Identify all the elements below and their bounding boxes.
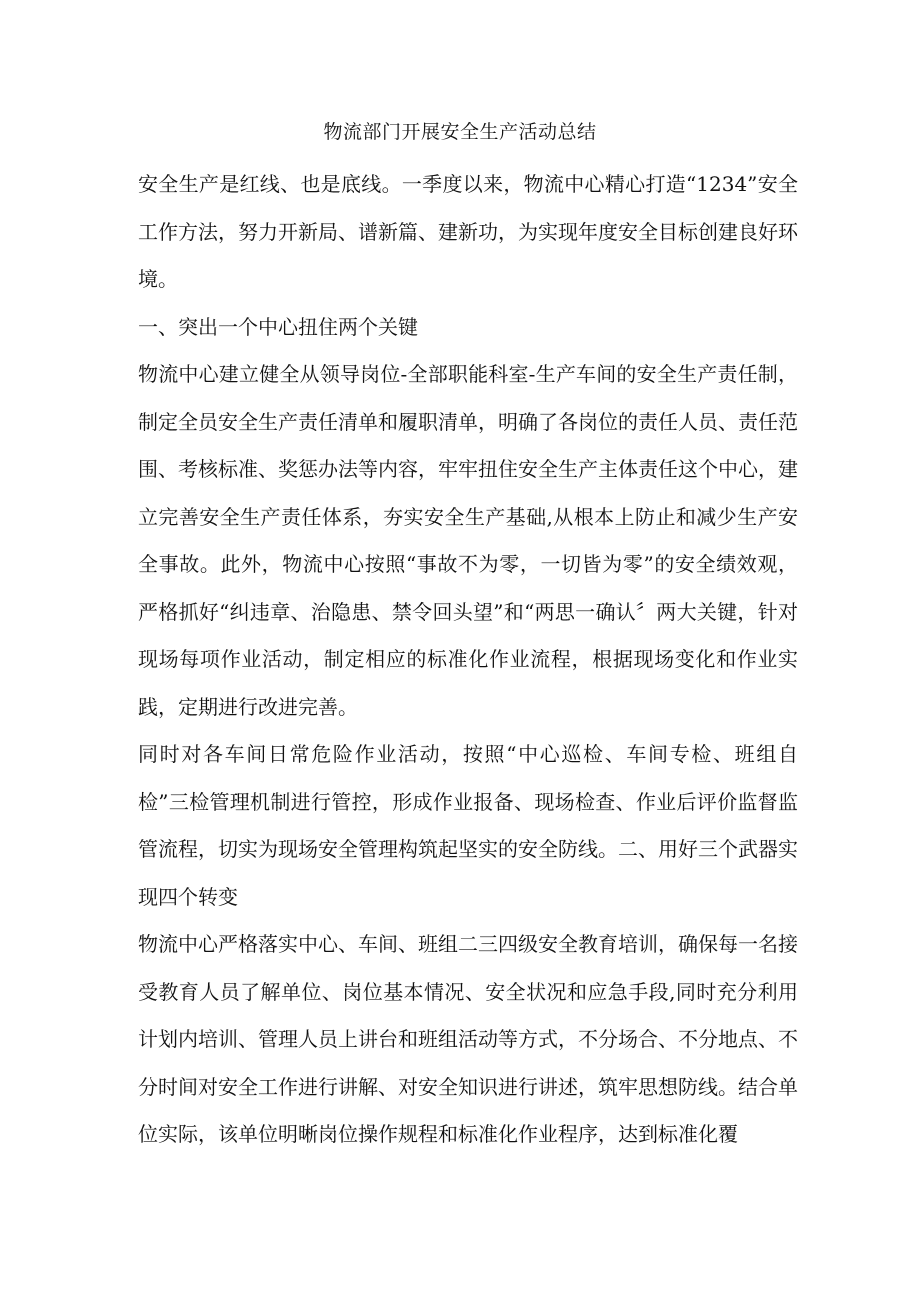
document-body xyxy=(138,161,798,1159)
document-title: 物流部门开展安全生产活动总结 xyxy=(323,121,597,143)
paragraph-inspection: 同时对各车间日常危险作业活动，按照“中心巡检、车间专检、班组自检”三检管理机制进行管控，形成作业报备、现场检查、作业后评价监督监管流程，切实为现场安全管理构筑起坚实的安全防线。二、用好三个武器实现四个转变 xyxy=(138,742,798,909)
intro-paragraph: 安全生产是红线、也是底线。一季度以来，物流中心精心打造“1234”安全工作方法，努力开新局、谱新篇、建新功，为实现年度安全目标创建良好环境。 xyxy=(138,172,798,291)
paragraph-responsibility: 物流中心建立健全从领导岗位-全部职能科室-生产车间的安全生产责任制，制定全员安全生产责任清单和履职清单，明确了各岗位的责任人员、责任范围、考核标准、奖惩办法等内容，牢牢扭住安全生产主体责任这个中心，建立完善安全生产责任体系，夯实安全生产基础,从根本上防止和减少生产安全事故。此外，物流中心按照“事故不为零，一切皆为零”的安全绩效观，严格抓好“纠违章、治隐患、禁令回头望”和“两思一确认〞两大关键，针对现场每项作业活动，制定相应的标准化作业流程，根据现场变化和作业实践，定期进行改进完善。 xyxy=(138,362,798,719)
paragraph-training: 物流中心严格落实中心、车间、班组二三四级安全教育培训，确保每一名接受教育人员了解单位、岗位基本情况、安全状况和应急手段,同时充分利用计划内培训、管理人员上讲台和班组活动等方式，不分场合、不分地点、不分时间对安全工作进行讲解、对安全知识进行讲述，筑牢思想防线。结合单位实际，该单位明晰岗位操作规程和标准化作业程序，达到标准化覆 xyxy=(138,932,798,1146)
section-heading-1: 一、突出一个中心扭住两个关键 xyxy=(138,314,418,339)
